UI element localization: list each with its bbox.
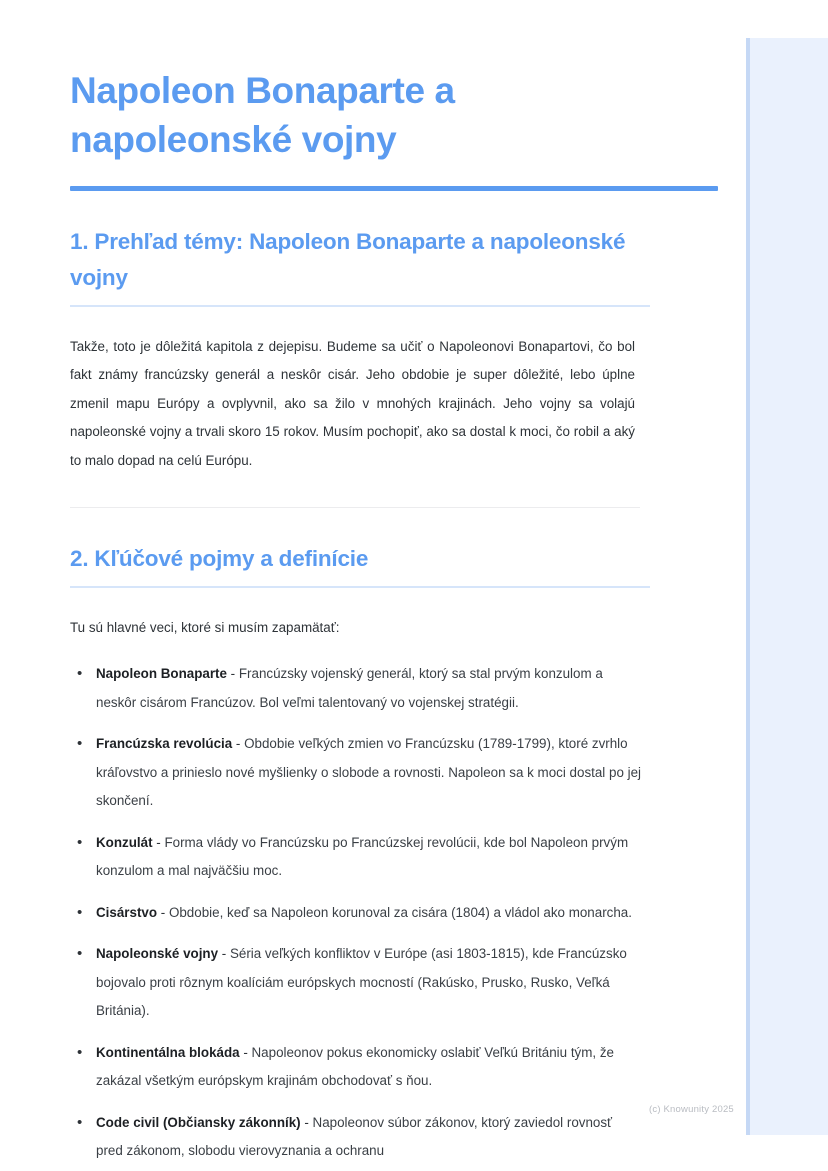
key-terms-list — [70, 642, 642, 1166]
list-item — [70, 940, 642, 1026]
term-description: Napoleonov pokus ekonomicky oslabiť Veľkú Britániu tým, že zakázal všetkým európskym krajinám obchodovať s ňou. — [96, 1044, 614, 1088]
list-item — [70, 1039, 642, 1096]
term-name: Konzulát — [96, 834, 153, 850]
section-2-intro: Tu sú hlavné veci, ktoré si musím zapamätať: — [70, 619, 340, 635]
list-item — [70, 660, 642, 717]
section-key-terms — [70, 508, 718, 1166]
term-name: Napoleon Bonaparte — [96, 666, 227, 681]
term-dash: - — [157, 904, 169, 920]
page-title: Napoleon Bonaparte a napoleonské vojny — [70, 70, 455, 160]
term-dash: - — [239, 1044, 252, 1060]
term-dash: - — [218, 946, 230, 961]
term-description: Séria veľkých konfliktov v Európe (asi 1803-1815), kde Francúzsko bojovalo proti rôznym koalíciám európskych mocností (Rakúsko, Prusko, Rusko, Veľká Británia). — [96, 946, 627, 1018]
term-name: Kontinentálna blokáda — [96, 1044, 240, 1060]
copyright-watermark: (c) Knowunity 2025 — [649, 1104, 734, 1115]
right-side-panel — [746, 38, 828, 1135]
section-2-heading: 2. Kľúčové pojmy a definície — [70, 546, 369, 571]
term-name: Code civil (Občiansky zákonník) — [96, 1114, 301, 1130]
list-item — [70, 899, 642, 928]
section-1-heading: 1. Prehľad témy: Napoleon Bonaparte a napoleonské vojny — [70, 229, 626, 290]
term-dash: - — [226, 666, 239, 681]
term-description: Obdobie veľkých zmien vo Francúzsku (1789-1799), ktoré zvrhlo kráľovstvo a prinieslo nové myšlienky o slobode a rovnosti. Napoleon sa k moci dostal po jej skončení. — [96, 736, 642, 808]
term-description: Obdobie, keď sa Napoleon korunoval za cisára (1804) a vládol ako monarcha. — [168, 904, 632, 920]
section-overview — [70, 191, 718, 475]
term-description: Francúzsky vojenský generál, ktorý sa stal prvým konzulom a neskôr cisárom Francúzov. Bol veľmi talentovaný vo vojenskej stratégii. — [96, 666, 603, 710]
term-description: Forma vlády vo Francúzsku po Francúzskej revolúcii, kde bol Napoleon prvým konzulom a mal najväčšiu moc. — [96, 834, 629, 878]
term-name: Napoleonské vojny — [96, 946, 219, 961]
list-item — [70, 730, 642, 816]
term-dash: - — [300, 1114, 313, 1130]
section-1-paragraph: Takže, toto je dôležitá kapitola z dejepisu. Budeme sa učiť o Napoleonovi Bonapartovi, čo bol fakt známy francúzsky generál a neskôr cisár. Jeho obdobie je super dôležité, lebo úplne zmenil mapu Európy a ovplyvnil, ako sa žilo v mnohých krajinách. Jeho vojny sa volajú napoleonské vojny a trvali skoro 15 rokov. Musím pochopiť, ako sa dostal k moci, čo robil a aký to malo dopad na celú Európu. — [70, 338, 635, 468]
term-dash: - — [152, 834, 165, 850]
term-name: Cisárstvo — [96, 904, 158, 920]
term-description: Napoleonov súbor zákonov, ktorý zaviedol rovnosť pred zákonom, slobodu vierovyznania a ochranu — [96, 1114, 613, 1158]
list-item — [70, 1109, 642, 1166]
term-name: Francúzska revolúcia — [96, 736, 233, 751]
list-item — [70, 829, 642, 886]
term-dash: - — [232, 736, 245, 751]
document-content-column — [70, 0, 718, 1171]
